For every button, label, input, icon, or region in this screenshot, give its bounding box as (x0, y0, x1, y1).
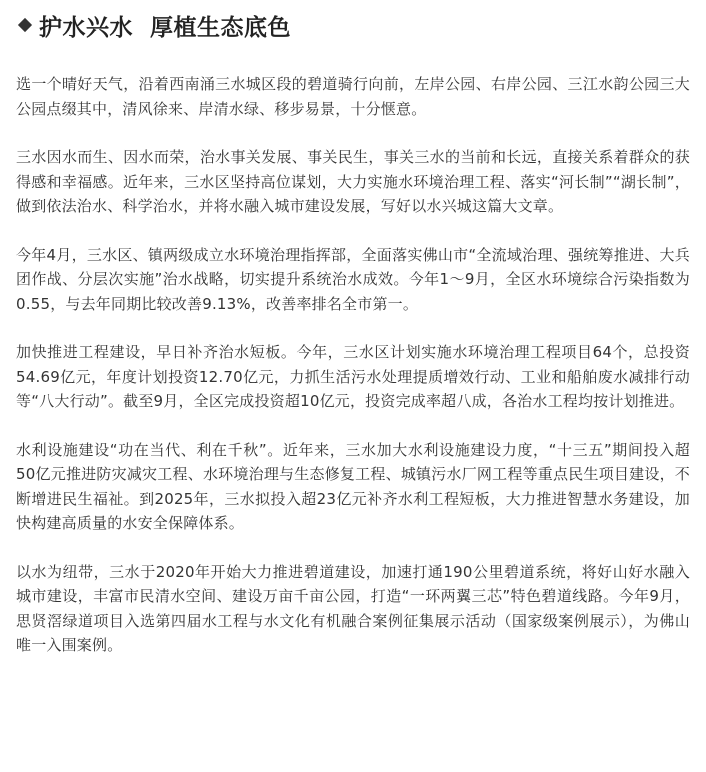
paragraph-2: 三水因水而生、因水而荣，治水事关发展、事关民生，事关三水的当前和长远，直接关系着群众的获得感和幸福感。近年来，三水区坚持高位谋划，大力实施水环境治理工程、落实“河长制”“湖长制”，做到依法治水、科学治水，并将水融入城市建设发展，写好以水兴城这篇大文章。 (16, 148, 690, 215)
paragraph-3: 今年4月，三水区、镇两级成立水环境治理指挥部，全面落实佛山市“全流域治理、强统筹推进、大兵团作战、分层次实施”治水战略，切实提升系统治水成效。今年1～9月，全区水环境综合污染指数为0.55，与去年同期比较改善9.13%，改善率排名全市第一。 (16, 245, 690, 313)
section-heading (16, 4, 690, 46)
paragraph-4: 加快推进工程建设，早日补齐治水短板。今年，三水区计划实施水环境治理工程项目64个，总投资54.69亿元，年度计划投资12.70亿元，力抓生活污水处理提质增效行动、工业和船舶废水减排行动等“八大行动”。截至9月，全区完成投资超10亿元，投资完成率超八成，各治水工程均按计划推进。 (16, 343, 690, 410)
heading-text: 护水兴水 厚植生态底色 (39, 14, 292, 41)
paragraph-1: 选一个晴好天气，沿着西南涌三水城区段的碧道骑行向前，左岸公园、右岸公园、三江水韵公园三大公园点缀其中，清风徐来、岸清水绿、移步易景，十分惬意。 (16, 75, 690, 118)
paragraph-5: 水利设施建设“功在当代、利在千秋”。近年来，三水加大水利设施建设力度，“十三五”期间投入超50亿元推进防灾减灾工程、水环境治理与生态修复工程、城镇污水厂网工程等重点民生项目建设，不断增进民生福祉。到2025年，三水拟投入超23亿元补齐水利工程短板，大力推进智慧水务建设，加快构建高质量的水安全保障体系。 (16, 440, 690, 532)
diamond-bullet-icon (18, 18, 32, 32)
paragraph-6: 以水为纽带，三水于2020年开始大力推进碧道建设，加速打通190公里碧道系统，将好山好水融入城市建设，丰富市民清水空间、建设万亩千亩公园，打造“一环两翼三芯”特色碧道线路。今年9月，思贤滘绿道项目入选第四届水工程与水文化有机融合案例征集展示活动（国家级案例展示），为佛山唯一入围案例。 (16, 562, 690, 654)
